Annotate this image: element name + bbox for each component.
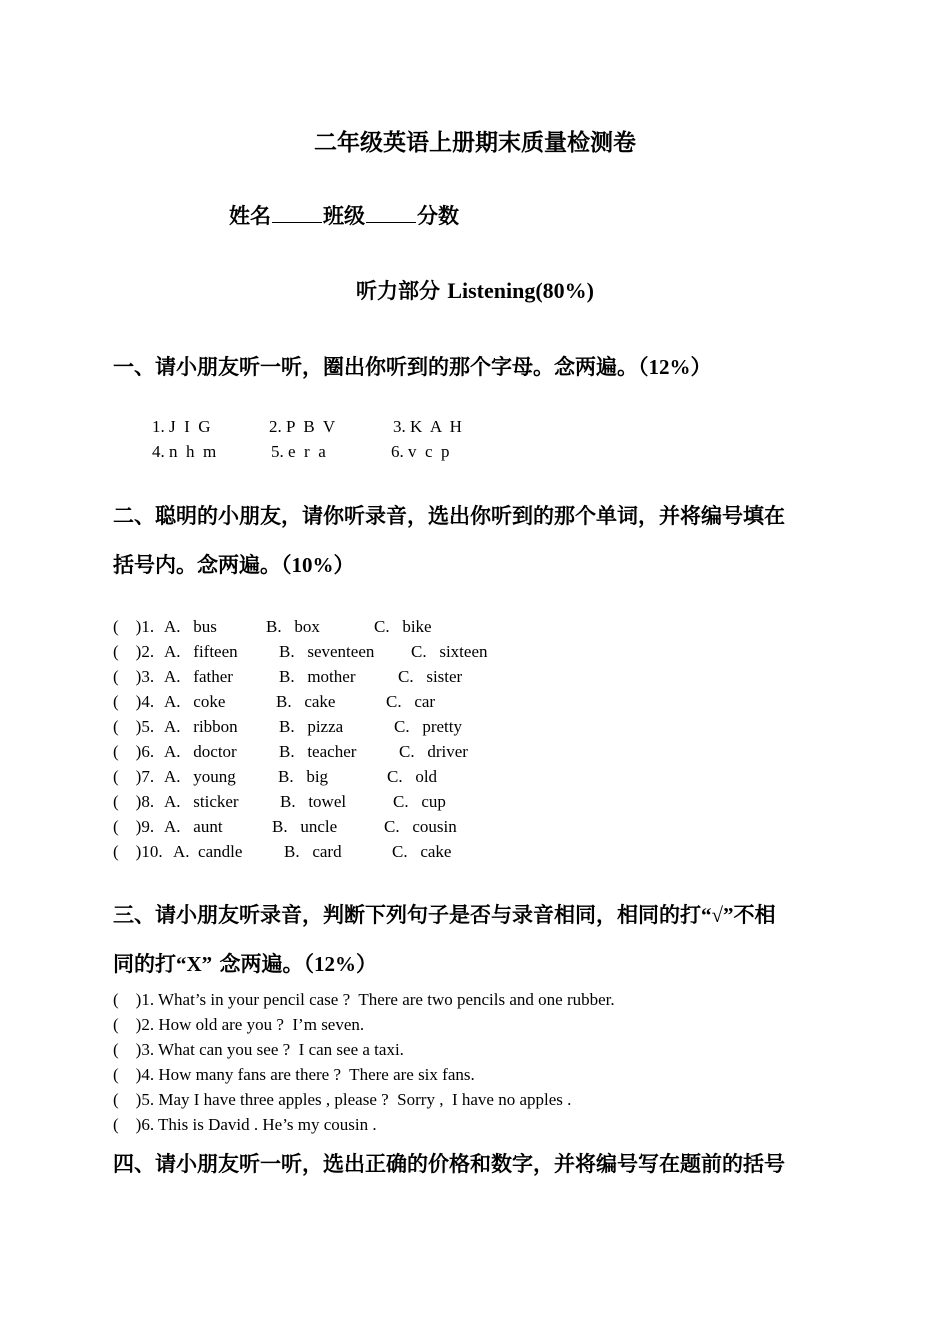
- judge-sentence: ( )6. This is David . He’s my cousin .: [113, 1115, 377, 1134]
- section3-heading-line1: 三、请小朋友听录音，判断下列句子是否与录音相同，相同的打“√”不相: [113, 903, 776, 927]
- judge-sentence: ( )2. How old are you ? I’m seven.: [113, 1015, 365, 1034]
- letter-item: 5. e r a: [271, 442, 326, 461]
- student-info: [229, 200, 459, 230]
- letter-item: 4. n h m: [152, 442, 217, 461]
- judge-sentence: ( )5. May I have three apples , please ? Sorry , I have no apples .: [113, 1090, 572, 1109]
- score-label: 分数: [417, 204, 459, 228]
- section3-items: [113, 987, 813, 1137]
- name-blank[interactable]: [272, 204, 322, 223]
- section2-items: ( )1. A. bus B. box C. bike ( )2. A. fifteen B. seventeen C. sixteen ( )3. A. father B. mother C. sister ( )4. A. coke B. cake C. car ( )5. A. ribbon B. pizza C. pretty ( )6. A. doctor B. teacher C. driver ( )7. A. young B. big C. old ( )8. A. sticker B. towel C. cup ( )9. A. aunt B. uncle C. cousin ( )10. A. candle B. card C. cake: [113, 617, 488, 861]
- judge-sentence: ( )1. What’s in your pencil case ? There are two pencils and one rubber.: [113, 990, 615, 1009]
- section2-heading-line1: 二、聪明的小朋友，请你听录音，选出你听到的那个单词，并将编号填在: [113, 504, 785, 528]
- section3-points: （12%）: [303, 952, 377, 976]
- section1-heading-text: 一、请小朋友听一听，圈出你听到的那个字母。念两遍。: [113, 355, 638, 379]
- class-blank[interactable]: [366, 204, 416, 223]
- section2-heading-line2: [113, 549, 355, 579]
- page-title: 二年级英语上册期末质量检测卷: [314, 130, 636, 156]
- listening-header-en: Listening(80%): [447, 278, 594, 303]
- judge-sentence: ( )4. How many fans are there ? There are six fans.: [113, 1065, 475, 1084]
- letter-item: 6. v c p: [391, 442, 450, 461]
- section1-points: （12%）: [638, 355, 712, 379]
- letter-item: 1. J I G: [152, 417, 211, 436]
- listening-header-cn: 听力部分: [356, 279, 440, 303]
- letter-item: 2. P B V: [269, 417, 336, 436]
- section4-heading: 四、请小朋友听一听，选出正确的价格和数字，并将编号写在题前的括号: [113, 1152, 785, 1176]
- name-label: 姓名: [229, 204, 271, 228]
- check-mark: “√”: [701, 903, 734, 927]
- cross-mark: “X”: [176, 952, 213, 976]
- section1-items: [152, 414, 552, 466]
- section2-points: （10%）: [281, 553, 355, 577]
- section2-heading-text: 括号内。念两遍。: [113, 553, 281, 577]
- section3-heading-line2: 同的打“X” 念两遍。（12%）: [113, 952, 377, 976]
- listening-header: [0, 275, 950, 305]
- section1-heading: [113, 351, 712, 381]
- letter-item: 3. K A H: [393, 417, 462, 436]
- class-label: 班级: [323, 204, 365, 228]
- judge-sentence: ( )3. What can you see ? I can see a taxi.: [113, 1040, 404, 1059]
